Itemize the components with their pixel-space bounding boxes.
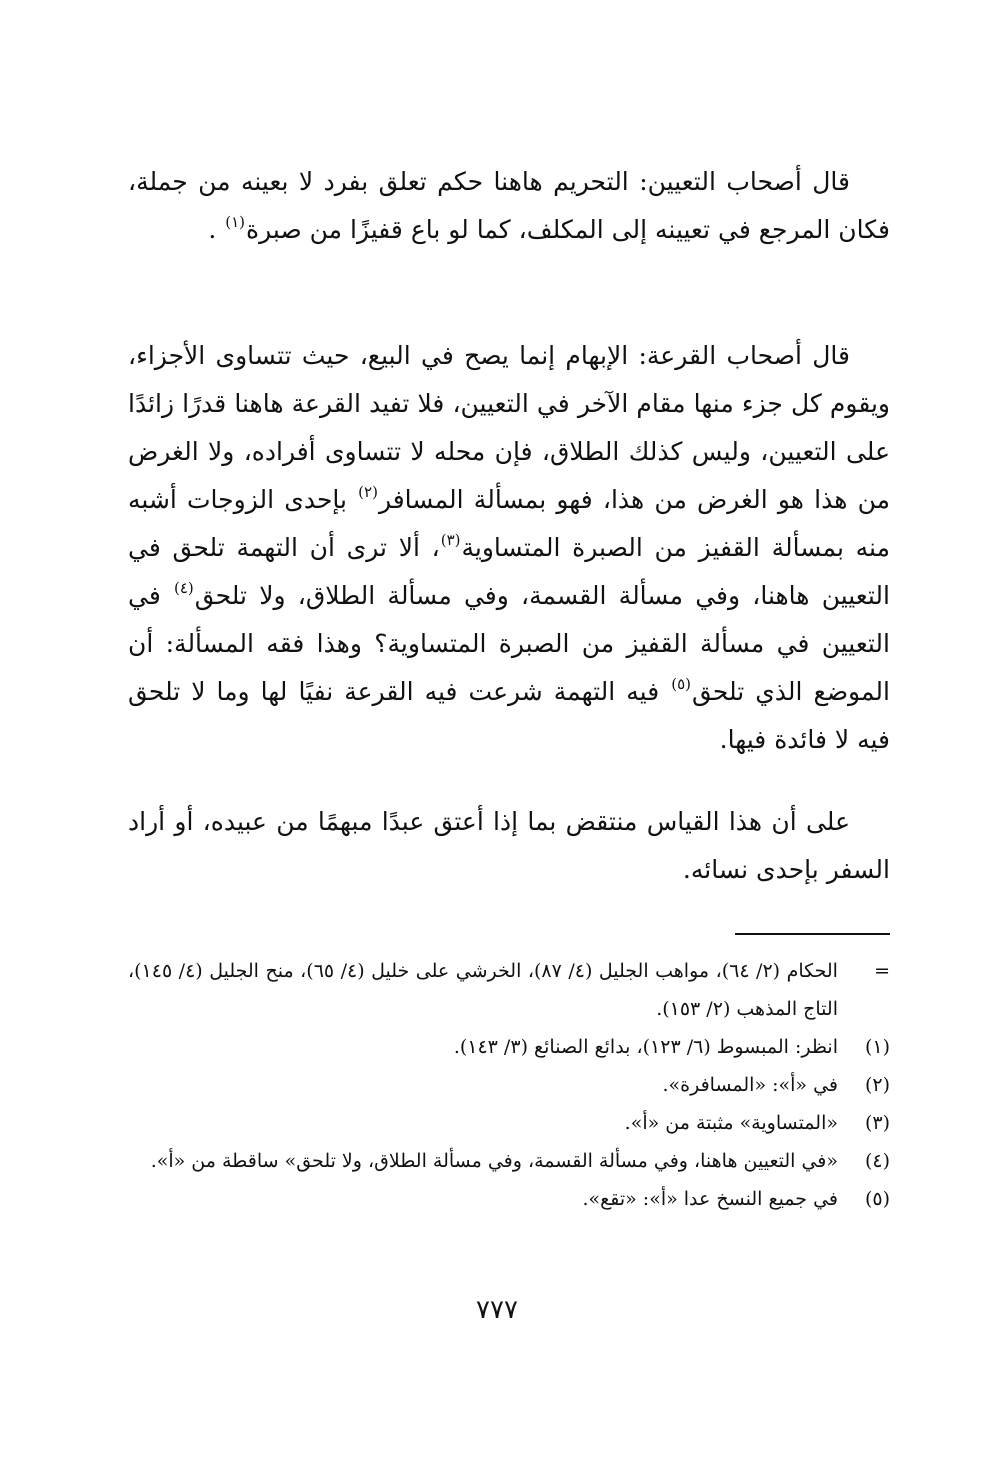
footnote-ref-2[interactable]: (٢) [358,483,378,501]
paragraph-1-text: قال أصحاب التعيين: التحريم هاهنا حكم تعلق بفرد لا بعينه من جملة، فكان المرجع في تعيينه إلى المكلف، كما لو باع قفيزًا من صبرة$^{(١)}$ . [128,167,890,244]
footnote-marker: (٤) [864,1150,890,1172]
footnote-text: انظر: المبسوط (٦/ ١٢٣)، بدائع الصنائع (٣/ ١٤٣). [453,1036,838,1058]
paragraph-1 [128,158,890,254]
footnote-continuation-marker: = [874,960,890,982]
footnote-ref-5[interactable]: (٥) [671,675,691,693]
footnote-ref-4[interactable]: (٤) [174,579,194,597]
footnote-text: «في التعيين هاهنا، وفي مسألة القسمة، وفي مسألة الطلاق، ولا تلحق» ساقطة من «أ». [150,1150,838,1172]
footnote-marker: (٣) [864,1112,890,1134]
footnote-2 [128,1066,890,1104]
footnote-marker: (٢) [864,1074,890,1096]
footnote-3 [128,1104,890,1142]
footnote-4 [128,1142,890,1180]
footnote-marker: (١) [864,1036,890,1058]
footnotes [128,952,890,1218]
footnote-ref-1[interactable]: (١) [225,213,246,231]
footnote-marker: (٥) [864,1188,890,1210]
footnote-ref-3[interactable]: (٣) [440,531,461,549]
paragraph-3-text: على أن هذا القياس منتقض بما إذا أعتق عبدًا مبهمًا من عبيده، أو أراد السفر بإحدى نسائه. [128,807,890,884]
paragraph-2-text: قال أصحاب القرعة: الإبهام إنما يصح في البيع، حيث تتساوى الأجزاء، ويقوم كل جزء منها مقام الآخر في التعيين، فلا تفيد القرعة هاهنا قدرًا زائدًا على التعيين، وليس كذلك الطلاق، فإن محله لا تتساوى أفراده، ولا الغرض من هذا هو الغرض من هذا، فهو بمسألة المسافر$^{(٢)}$ بإحدى الزوجات أشبه منه بمسألة القفيز من الصبرة المتساوية$^{(٣)}$، ألا ترى أن التهمة تلحق في التعيين هاهنا، وفي مسألة القسمة، وفي مسألة الطلاق، ولا تلحق$^{(٤)}$ في التعيين في مسألة القفيز من الصبرة المتساوية؟ وهذا فقه المسألة: أن الموضع الذي تلحق$^{(٥)}$ فيه التهمة شرعت فيه القرعة نفيًا لها وما لا تلحق فيه لا فائدة فيها. [128,341,891,754]
footnote-text: في جميع النسخ عدا «أ»: «تقع». [582,1188,838,1210]
footnote-continuation-text: الحكام (٢/ ٦٤)، مواهب الجليل (٤/ ٨٧)، الخرشي على خليل (٤/ ٦٥)، منح الجليل (٤/ ١٤٥)، التاج المذهب (٢/ ١٥٣). [128,960,838,1020]
paragraph-3 [128,798,890,894]
footnote-text: في «أ»: «المسافرة». [662,1074,838,1096]
footnote-continuation [128,952,890,1028]
page-number: ٧٧٧ [476,1295,518,1325]
footnote-1 [128,1028,890,1066]
footnote-5 [128,1180,890,1218]
paragraph-2 [128,332,890,764]
footnote-text: «المتساوية» مثبتة من «أ». [624,1112,838,1134]
footnote-separator [735,933,890,935]
